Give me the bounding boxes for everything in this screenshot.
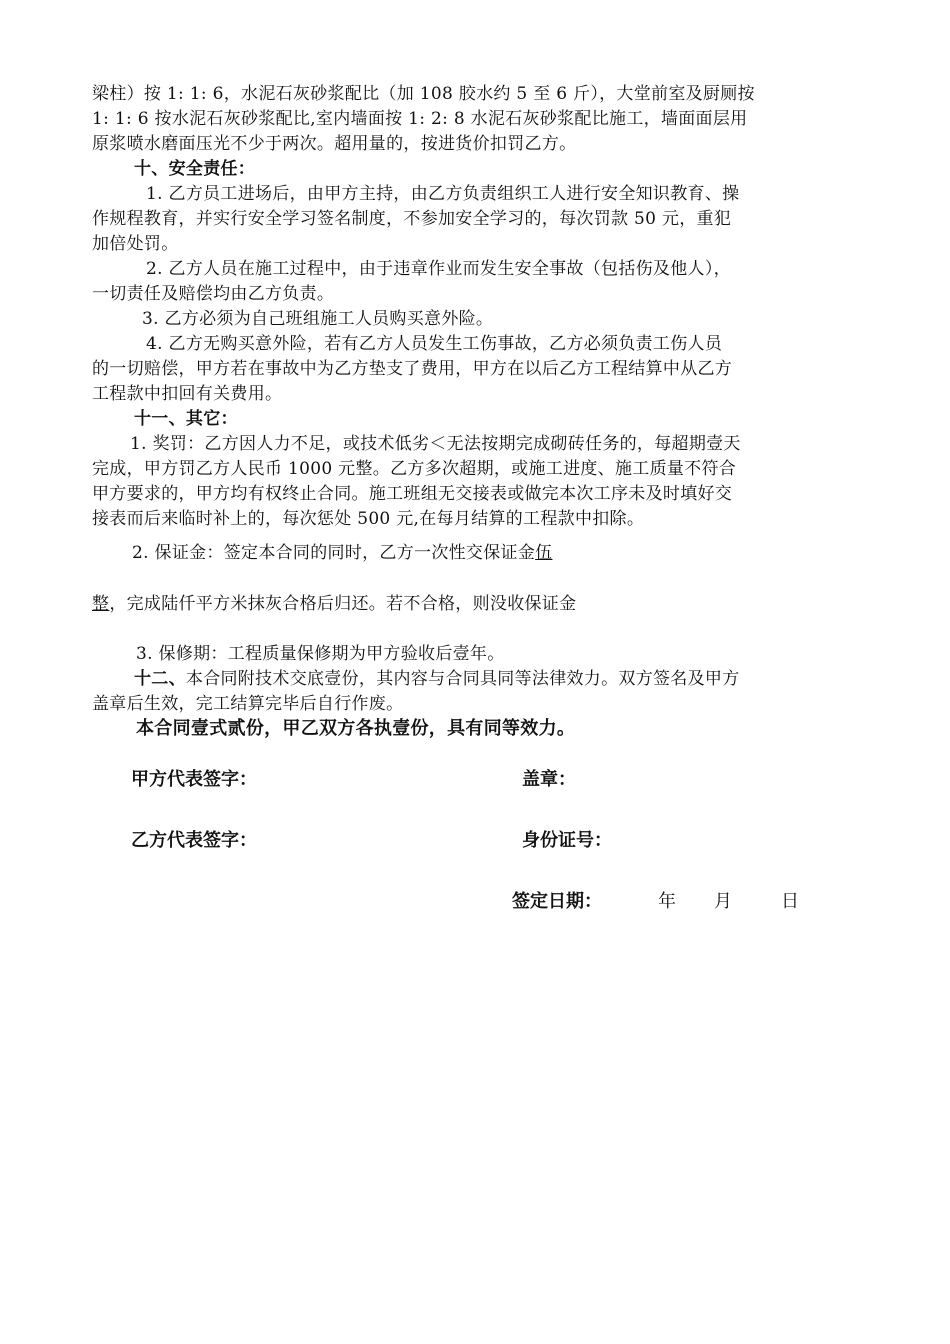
date-month: 月 <box>714 891 732 912</box>
safety-item-2-line: 一切责任及赔偿均由乙方负责。 <box>92 284 335 304</box>
other-item-1-line: 接表而后来临时补上的，每次惩处 500 元,在每月结算的工程款中扣除。 <box>92 509 645 529</box>
safety-item-4-line: 4. 乙方无购买意外险，若有乙方人员发生工伤事故，乙方必须负责工伤人员 <box>146 334 723 354</box>
deposit-line-2 <box>92 592 862 616</box>
id-number-label: 身份证号： <box>522 830 612 851</box>
safety-item-1-line: 1. 乙方员工进场后，由甲方主持，由乙方负责组织工人进行安全知识教育、操 <box>146 184 740 204</box>
deposit-amount-underlined: 整 <box>92 594 110 614</box>
party-b-rep-label: 乙方代表签字： <box>131 830 257 851</box>
date-day: 日 <box>781 891 799 912</box>
safety-item-2-line: 2. 乙方人员在施工过程中，由于违章作业而发生安全事故（包括伤及他人）， <box>146 259 731 279</box>
seal-label: 盖章： <box>522 769 576 790</box>
section-12-text: 本合同附技术交底壹份，其内容与合同具同等法律效力。双方签名及甲方 <box>185 669 740 689</box>
deposit-amount-underlined: 伍 <box>535 543 553 563</box>
section-12-line-1 <box>134 667 904 691</box>
safety-item-4-line: 工程款中扣回有关费用。 <box>92 384 283 404</box>
safety-item-1-line: 加倍处罚。 <box>92 234 179 254</box>
warranty-line: 3. 保修期：工程质量保修期为甲方验收后壹年。 <box>136 644 505 664</box>
section-heading-twelve: 十二、 <box>134 669 186 689</box>
deposit-text: 2. 保证金：签定本合同的同时，乙方一次性交保证金 <box>132 543 536 563</box>
safety-item-4-line: 的一切赔偿，甲方若在事故中为乙方垫支了费用，甲方在以后乙方工程结算中从乙方 <box>92 359 733 379</box>
date-year: 年 <box>658 891 676 912</box>
paragraph-line: 梁柱）按 1: 1: 6，水泥石灰砂浆配比（加 108 胶水约 5 至 6 斤），大堂前室及厨厕按 <box>92 84 755 104</box>
other-item-1-line: 完成，甲方罚乙方人民币 1000 元整。乙方多次超期，或施工进度、施工质量不符合 <box>92 459 737 479</box>
copies-statement: 本合同壹式贰份，甲乙双方各执壹份，具有同等效力。 <box>136 718 576 739</box>
deposit-line-1 <box>132 541 902 565</box>
section-heading-safety: 十、安全责任： <box>134 159 256 179</box>
safety-item-1-line: 作规程教育，并实行安全学习签名制度，不参加安全学习的，每次罚款 50 元，重犯 <box>92 209 732 229</box>
party-a-rep-label: 甲方代表签字： <box>131 769 257 790</box>
section-12-line-2: 盖章后生效，完工结算完毕后自行作废。 <box>92 694 404 714</box>
sign-date-label: 签定日期： <box>512 891 602 912</box>
paragraph-line: 原浆喷水磨面压光不少于两次。超用量的，按进货价扣罚乙方。 <box>92 134 577 154</box>
safety-item-3-line: 3. 乙方必须为自己班组施工人员购买意外险。 <box>142 309 494 329</box>
paragraph-line: 1: 1: 6 按水泥石灰砂浆配比,室内墙面按 1: 2: 8 水泥石灰砂浆配比施工，墙面面层用 <box>92 109 748 129</box>
other-item-1-line: 1. 奖罚：乙方因人力不足，或技术低劣＜无法按期完成砌砖任务的，每超期壹天 <box>130 434 741 454</box>
section-heading-other: 十一、其它： <box>134 409 238 429</box>
other-item-1-line: 甲方要求的，甲方均有权终止合同。施工班组无交接表或做完本次工序未及时填好交 <box>92 484 733 504</box>
deposit-text: ，完成陆仟平方米抹灰合格后归还。若不合格，则没收保证金 <box>109 594 577 614</box>
